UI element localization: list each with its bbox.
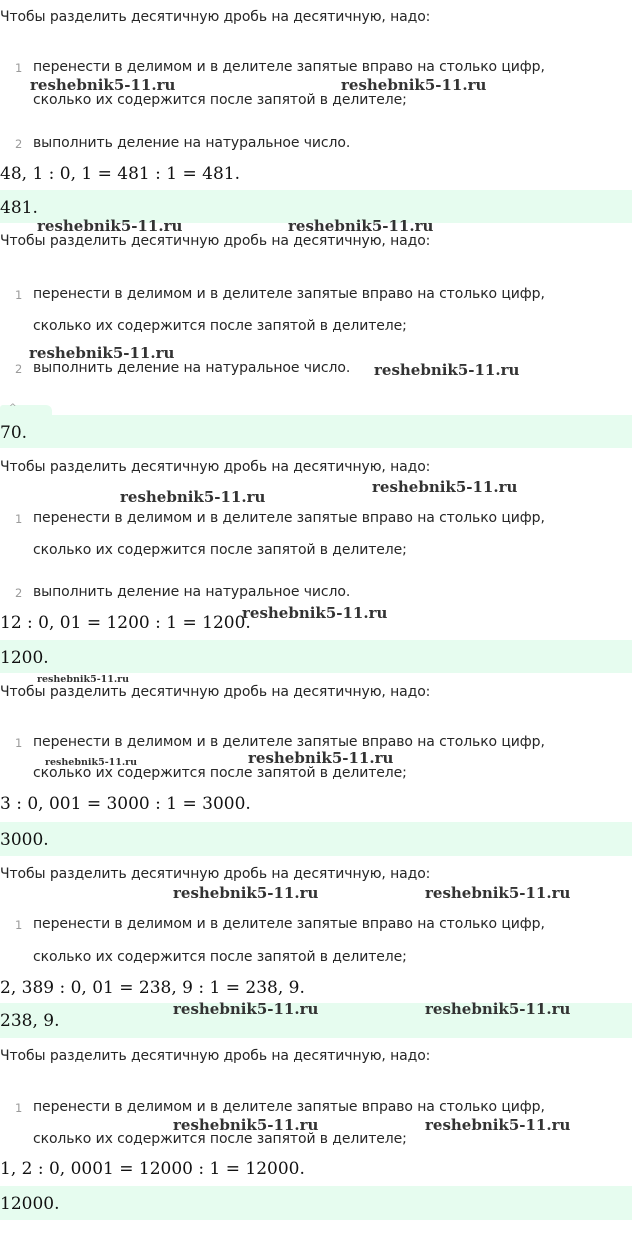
list-number: 1 — [15, 1101, 23, 1115]
step-2: выполнить деление на натуральное число. — [33, 360, 351, 376]
step-1-line-2: сколько их содержится после запятой в делителе; — [33, 92, 407, 108]
watermark: reshebnik5-11.ru — [372, 478, 518, 496]
watermark: reshebnik5-11.ru — [173, 1000, 319, 1018]
step-1-line-1: перенести в делимом и в делителе запятые вправо на столько цифр, — [33, 286, 545, 302]
rule-text: Чтобы разделить десятичную дробь на десятичную, надо: — [0, 1048, 431, 1064]
watermark: reshebnik5-11.ru — [45, 757, 138, 768]
step-1-line-1: перенести в делимом и в делителе запятые вправо на столько цифр, — [33, 1099, 545, 1115]
list-number: 2 — [15, 586, 23, 600]
step-1-line-1: перенести в делимом и в делителе запятые вправо на столько цифр, — [33, 734, 545, 750]
answer-band — [0, 822, 632, 856]
list-number: 2 — [15, 362, 23, 376]
watermark: reshebnik5-11.ru — [37, 674, 130, 685]
rule-text: Чтобы разделить десятичную дробь на десятичную, надо: — [0, 866, 431, 882]
equation: 3 : 0, 001 = 3000 : 1 = 3000. — [0, 794, 251, 814]
list-number: 1 — [15, 736, 23, 750]
answer: 1200. — [0, 648, 49, 668]
step-1-line-2: сколько их содержится после запятой в делителе; — [33, 1131, 407, 1147]
watermark: reshebnik5-11.ru — [120, 488, 266, 506]
answer: 238, 9. — [0, 1011, 60, 1031]
rule-text: Чтобы разделить десятичную дробь на десятичную, надо: — [0, 684, 431, 700]
watermark: reshebnik5-11.ru — [425, 884, 571, 902]
watermark: reshebnik5-11.ru — [30, 76, 176, 94]
answer: 12000. — [0, 1194, 60, 1214]
rule-text: Чтобы разделить десятичную дробь на десятичную, надо: — [0, 233, 431, 249]
step-1-line-2: сколько их содержится после запятой в делителе; — [33, 765, 407, 781]
answer: 70. — [0, 423, 28, 443]
watermark: reshebnik5-11.ru — [288, 217, 434, 235]
watermark: reshebnik5-11.ru — [242, 604, 388, 622]
list-number: 2 — [15, 137, 23, 151]
watermark: reshebnik5-11.ru — [341, 76, 487, 94]
answer-band — [0, 415, 632, 448]
step-1-line-1: перенести в делимом и в делителе запятые вправо на столько цифр, — [33, 59, 545, 75]
answer-band — [0, 640, 632, 673]
step-1-line-2: сколько их содержится после запятой в делителе; — [33, 318, 407, 334]
collapse-tab[interactable] — [0, 405, 52, 415]
step-2: выполнить деление на натуральное число. — [33, 135, 351, 151]
watermark: reshebnik5-11.ru — [173, 1116, 319, 1134]
step-1-line-2: сколько их содержится после запятой в делителе; — [33, 949, 407, 965]
watermark: reshebnik5-11.ru — [425, 1000, 571, 1018]
equation: 48, 1 : 0, 1 = 481 : 1 = 481. — [0, 164, 240, 184]
watermark: reshebnik5-11.ru — [374, 361, 520, 379]
watermark: reshebnik5-11.ru — [425, 1116, 571, 1134]
answer: 3000. — [0, 830, 49, 850]
chevron-up-icon[interactable]: ^ — [9, 403, 17, 413]
step-1-line-2: сколько их содержится после запятой в делителе; — [33, 542, 407, 558]
list-number: 1 — [15, 61, 23, 75]
equation: 1, 2 : 0, 0001 = 12000 : 1 = 12000. — [0, 1159, 305, 1179]
watermark: reshebnik5-11.ru — [248, 749, 394, 767]
list-number: 1 — [15, 288, 23, 302]
list-number: 1 — [15, 918, 23, 932]
step-1-line-1: перенести в делимом и в делителе запятые вправо на столько цифр, — [33, 916, 545, 932]
step-1-line-1: перенести в делимом и в делителе запятые вправо на столько цифр, — [33, 510, 545, 526]
rule-text: Чтобы разделить десятичную дробь на десятичную, надо: — [0, 9, 431, 25]
rule-text: Чтобы разделить десятичную дробь на десятичную, надо: — [0, 459, 431, 475]
equation: 12 : 0, 01 = 1200 : 1 = 1200. — [0, 613, 251, 633]
answer-band — [0, 1186, 632, 1220]
equation: 2, 389 : 0, 01 = 238, 9 : 1 = 238, 9. — [0, 978, 305, 998]
step-2: выполнить деление на натуральное число. — [33, 584, 351, 600]
watermark: reshebnik5-11.ru — [173, 884, 319, 902]
watermark: reshebnik5-11.ru — [29, 344, 175, 362]
list-number: 1 — [15, 512, 23, 526]
answer: 481. — [0, 198, 38, 218]
watermark: reshebnik5-11.ru — [37, 217, 183, 235]
